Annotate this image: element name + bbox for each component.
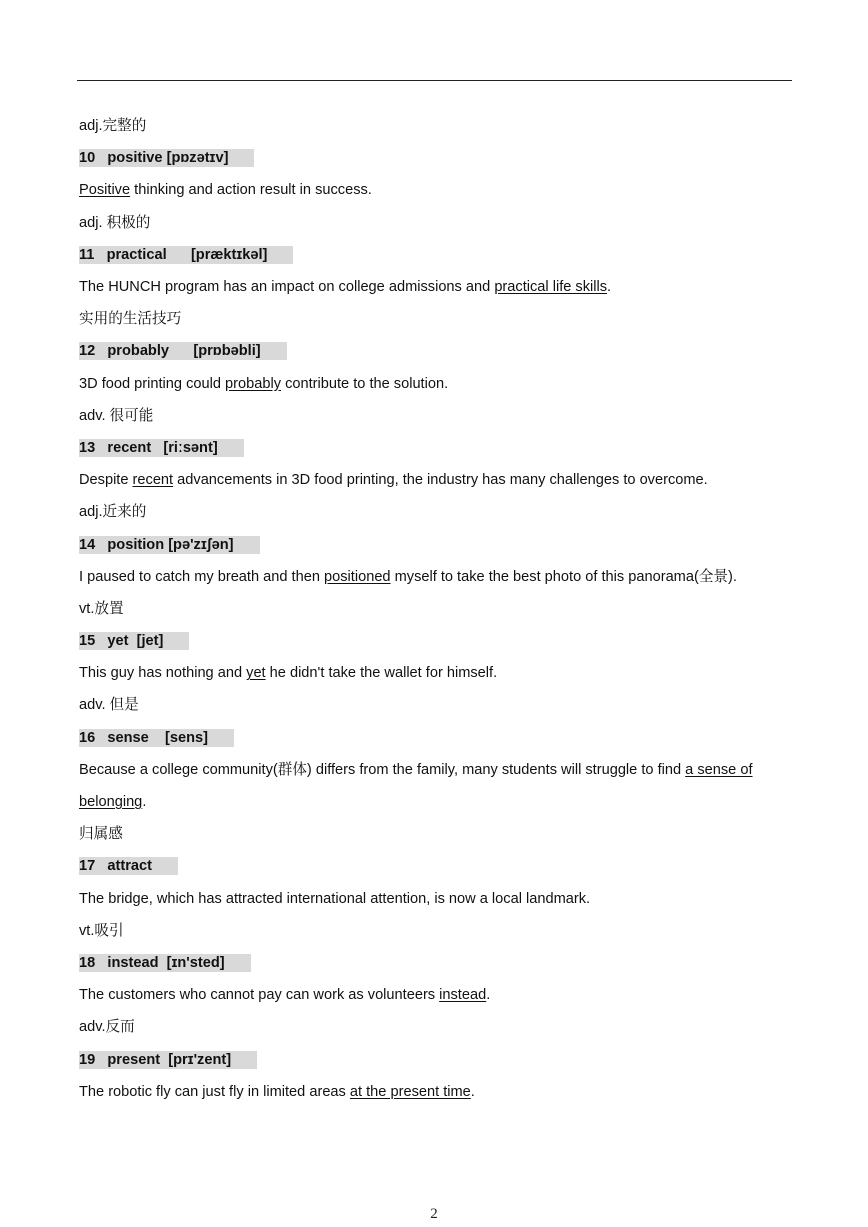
entry-heading-18	[79, 947, 794, 979]
word-heading: 17 attract	[79, 857, 178, 875]
word-heading: 12 probably [prɒbəbli]	[79, 342, 287, 360]
meaning-line: adj. 积极的	[79, 214, 151, 231]
example-text: .	[486, 987, 491, 1004]
word-heading: 14 position [pə'zɪʃən]	[79, 536, 260, 554]
meaning-line: adv. 很可能	[79, 407, 154, 424]
entry-heading-15	[79, 625, 794, 657]
example-text: I paused to catch my breath and then	[79, 568, 325, 585]
entry-heading-13	[79, 432, 794, 464]
meaning-line: vt.吸引	[79, 922, 124, 939]
meaning-line: 实用的生活技巧	[79, 311, 182, 328]
example-text: The customers who cannot pay can work as volunteers	[79, 987, 440, 1004]
meaning-line: adv. 但是	[79, 697, 139, 714]
example-sentence	[79, 174, 794, 206]
example-text: This guy has nothing and	[79, 665, 247, 682]
page-number: 2	[430, 1206, 438, 1222]
example-text: Because a college community(群体) differs from the family, many students will struggle to find	[79, 761, 686, 778]
underlined-phrase: instead	[439, 987, 487, 1004]
meaning-line: 归属感	[79, 826, 123, 843]
word-heading: 19 present [prɪ'zent]	[79, 1051, 257, 1069]
example-sentence	[79, 271, 794, 303]
example-text: advancements in 3D food printing, the industry has many challenges to overcome.	[173, 472, 708, 489]
underlined-phrase: Positive	[79, 182, 131, 199]
underlined-phrase: positioned	[324, 568, 391, 585]
word-heading: 11 practical [præktɪkəl]	[79, 246, 293, 264]
example-text: he didn't take the wallet for himself.	[265, 665, 498, 682]
example-text: contribute to the solution.	[281, 375, 449, 392]
entry-heading-12	[79, 335, 794, 367]
entry-heading-14	[79, 528, 794, 560]
example-text: Despite	[79, 472, 133, 489]
example-text: .	[142, 793, 147, 810]
example-text: 3D food printing could	[79, 375, 226, 392]
underlined-phrase: belonging	[79, 793, 143, 810]
example-sentence	[79, 561, 794, 593]
vocabulary-list	[79, 110, 794, 1108]
example-text: .	[607, 278, 612, 295]
example-text: .	[470, 1083, 475, 1100]
entry-heading-16	[79, 722, 794, 754]
word-heading: 13 recent [riːsənt]	[79, 439, 244, 457]
example-text: The robotic fly can just fly in limited areas	[79, 1083, 350, 1100]
entry-heading-17	[79, 850, 794, 882]
example-sentence	[79, 368, 794, 400]
meaning-line: adj.近来的	[79, 504, 147, 521]
example-text: The bridge, which has attracted international attention, is now a local landmark.	[79, 890, 591, 907]
example-sentence	[79, 657, 794, 689]
example-sentence	[79, 979, 794, 1011]
underlined-phrase: yet	[246, 665, 266, 682]
word-heading: 18 instead [ɪn'sted]	[79, 954, 251, 972]
underlined-phrase: at the present time	[349, 1083, 471, 1100]
example-text: The HUNCH program has an impact on college admissions and	[79, 278, 495, 295]
underlined-phrase: a sense of	[685, 761, 753, 778]
underlined-phrase: recent	[132, 472, 174, 489]
example-sentence-continued	[79, 786, 794, 818]
meaning-line: adv.反而	[79, 1019, 135, 1036]
header-rule	[77, 80, 792, 81]
example-text: thinking and action result in success.	[130, 182, 372, 199]
word-heading: 16 sense [sens]	[79, 729, 234, 747]
example-sentence	[79, 1076, 794, 1108]
underlined-phrase: probably	[225, 375, 282, 392]
entry-heading-10	[79, 142, 794, 174]
meaning-line: vt.放置	[79, 600, 124, 617]
example-sentence	[79, 883, 794, 915]
example-sentence	[79, 464, 794, 496]
underlined-phrase: practical life skills	[494, 278, 608, 295]
entry-heading-19	[79, 1043, 794, 1075]
example-sentence	[79, 754, 794, 786]
word-heading: 15 yet [jet]	[79, 632, 189, 650]
example-text: myself to take the best photo of this panorama(全景).	[390, 568, 737, 585]
word-heading: 10 positive [pɒzətɪv]	[79, 149, 254, 167]
entry-heading-11	[79, 239, 794, 271]
meaning-line: adj.完整的	[79, 118, 147, 134]
